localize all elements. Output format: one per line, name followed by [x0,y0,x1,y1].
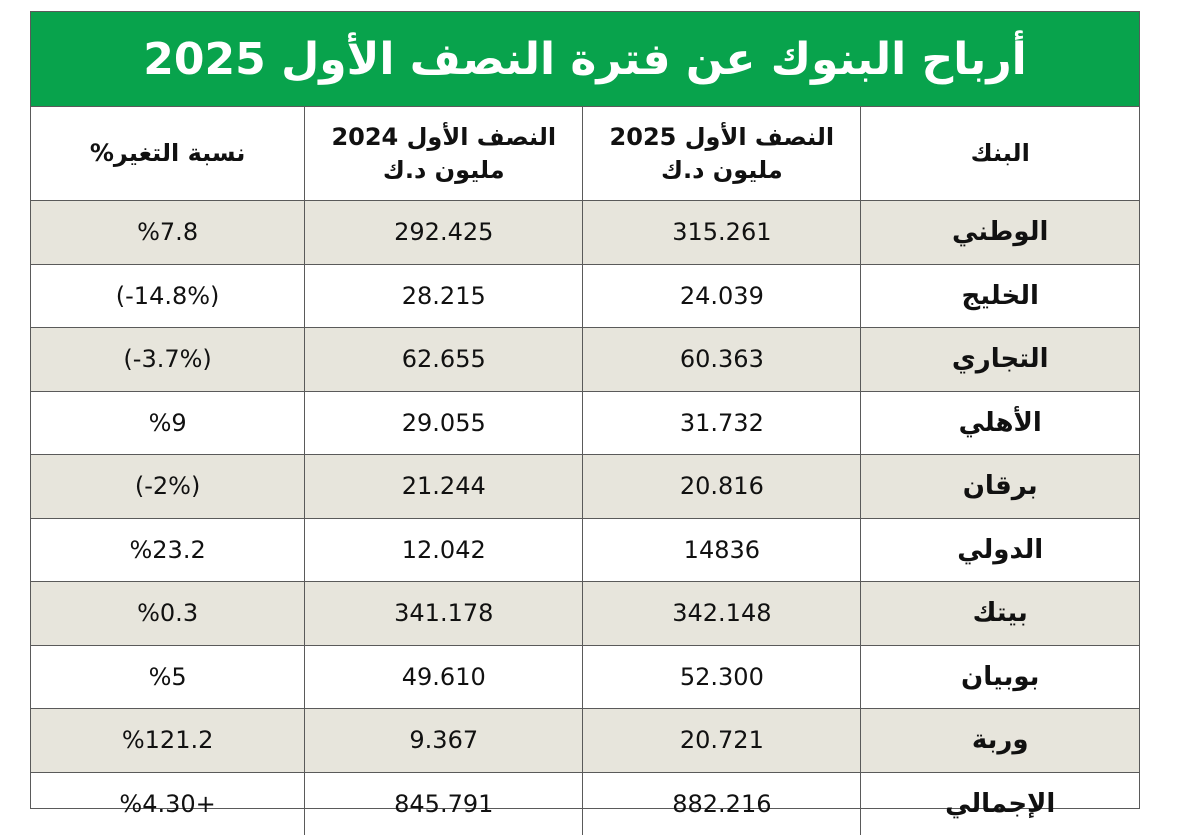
table-row [31,201,1139,265]
header-h1-2024-period: النصف الأول 2024 [331,123,557,152]
bank-name: بيتك [861,582,1139,646]
table-row [31,645,1139,709]
table-row [31,518,1139,582]
profit-h1-2025: 52.300 [583,645,861,709]
table-row [31,582,1139,646]
profit-h1-2024: 292.425 [305,201,583,265]
table-title: أرباح البنوك عن فترة النصف الأول 2025 [31,12,1139,107]
change-percent: %23.2 [31,518,305,582]
bank-name: الوطني [861,201,1139,265]
table-row [31,455,1139,519]
profit-h1-2025: 24.039 [583,264,861,328]
profit-h1-2025: 60.363 [583,328,861,392]
profit-h1-2024: 28.215 [305,264,583,328]
profit-h1-2024: 845.791 [305,772,583,835]
table-row [31,709,1139,773]
profit-h1-2025: 882.216 [583,772,861,835]
change-percent: %7.8 [31,201,305,265]
bank-name: بوبيان [861,645,1139,709]
bank-name: التجاري [861,328,1139,392]
bank-name: الدولي [861,518,1139,582]
header-row [31,107,1139,201]
header-h1-2024-unit: مليون د.ك [382,155,505,184]
profit-h1-2024: 62.655 [305,328,583,392]
table-row [31,391,1139,455]
profit-h1-2024: 12.042 [305,518,583,582]
bank-profits-table [31,107,1139,835]
profit-h1-2024: 341.178 [305,582,583,646]
profit-h1-2024: 49.610 [305,645,583,709]
bank-name: الأهلي [861,391,1139,455]
profit-h1-2025: 14836 [583,518,861,582]
profit-h1-2024: 29.055 [305,391,583,455]
change-percent: %5 [31,645,305,709]
header-bank: البنك [861,107,1139,201]
change-percent: %0.3 [31,582,305,646]
change-percent: %4.30+ [31,772,305,835]
profit-h1-2025: 342.148 [583,582,861,646]
table-row [31,264,1139,328]
bank-name: الخليج [861,264,1139,328]
header-h1-2025 [583,107,861,201]
profit-h1-2025: 20.721 [583,709,861,773]
bank-name: وربة [861,709,1139,773]
profit-h1-2024: 9.367 [305,709,583,773]
bank-name: الإجمالي [861,772,1139,835]
profit-h1-2025: 20.816 [583,455,861,519]
profit-h1-2025: 31.732 [583,391,861,455]
header-h1-2024 [305,107,583,201]
header-h1-2025-unit: مليون د.ك [660,155,783,184]
profit-h1-2024: 21.244 [305,455,583,519]
header-change: نسبة التغير% [31,107,305,201]
change-percent: %121.2 [31,709,305,773]
change-percent: (-3.7%) [31,328,305,392]
profits-table-card [30,11,1140,819]
profit-h1-2025: 315.261 [583,201,861,265]
bank-name: برقان [861,455,1139,519]
change-percent: %9 [31,391,305,455]
header-h1-2025-period: النصف الأول 2025 [609,123,835,152]
change-percent: (-14.8%) [31,264,305,328]
total-row [31,772,1139,835]
table-row [31,328,1139,392]
change-percent: (-2%) [31,455,305,519]
